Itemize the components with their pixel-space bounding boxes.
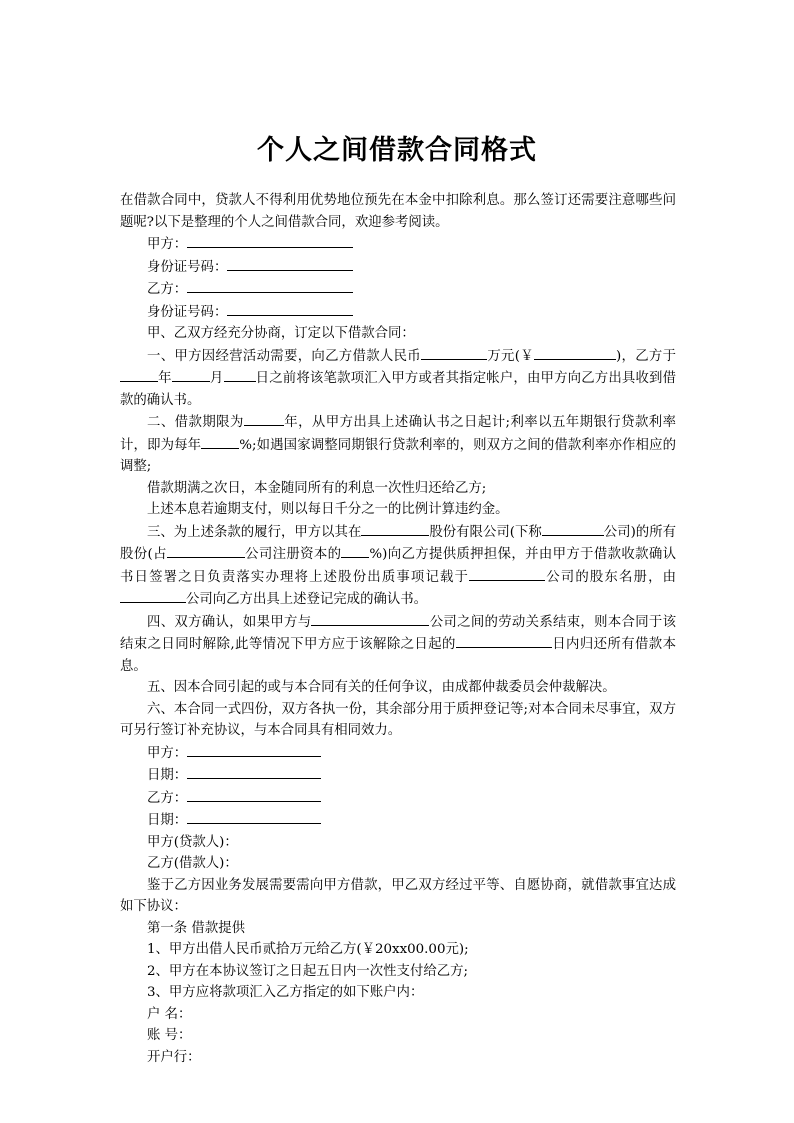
company-blank-3: [469, 566, 545, 581]
id-number-2-line: [120, 301, 676, 324]
borrower-label: 乙方(借款人)：: [147, 856, 238, 871]
article-1-heading: 第一条 借款提供: [147, 920, 245, 936]
clause-1-text-c: )，乙方于: [615, 348, 676, 364]
clause-4-text-a: 四、双方确认，如果甲方与: [147, 614, 312, 630]
sign-party-b-line: [120, 787, 676, 810]
agreement-statement: 甲、乙双方经充分协商，订定以下借款合同：: [147, 326, 415, 341]
party-a-blank: [187, 233, 353, 248]
id-number-1-label: 身份证号码：: [147, 259, 228, 275]
lender-label: 甲方(贷款人)：: [147, 834, 238, 850]
clause-1-text-b: 万元(￥: [487, 348, 534, 364]
clause-1-text-d: 年: [158, 371, 172, 386]
clause-3-text-d: 公司注册资本的: [244, 547, 342, 562]
repayment-note: 借款期满之次日，本金随同所有的利息一次性归还给乙方;: [147, 480, 487, 496]
clause-3: [120, 521, 676, 611]
clause-3-text-c: 公司)的所有股份(占: [120, 524, 676, 562]
id-number-1-line: [120, 256, 676, 279]
sign-party-a-label: 甲方：: [147, 745, 188, 761]
sign-party-a-blank: [187, 742, 321, 757]
clause-4: [120, 611, 676, 678]
days-blank: [456, 633, 552, 648]
month-blank: [172, 367, 210, 382]
sign-date-1-label: 日期：: [147, 768, 188, 783]
sign-party-a-line: [120, 742, 676, 765]
clause-3-text-b: 股份有限公司(下称: [429, 524, 542, 540]
sign-party-b-blank: [187, 787, 321, 802]
sign-date-2-line: [120, 809, 676, 832]
preamble-paragraph: 鉴于乙方因业务发展需要需向甲方借款，甲乙双方经过平等、自愿协商，就借款事宜达成如下协议：: [120, 877, 676, 914]
clause-6: 六、本合同一式四份，双方各执一份，其余部分用于质押登记等;对本合同未尽事宜，双方可另行签订补充协议，与本合同具有相同效力。: [120, 701, 676, 738]
id-number-1-blank: [227, 256, 353, 271]
party-b-line: [120, 278, 676, 301]
company-blank-2: [167, 543, 245, 558]
id-number-2-label: 身份证号码：: [147, 304, 228, 320]
company-blank-4: [120, 588, 186, 603]
document-body: [120, 190, 676, 1068]
clause-2: [120, 411, 676, 478]
company-blank-1: [361, 521, 429, 536]
id-number-2-blank: [227, 301, 353, 316]
term-blank: [244, 411, 284, 426]
company-short-blank: [542, 521, 604, 536]
clause-1-text-e: 月: [209, 371, 224, 386]
sign-date-1-blank: [187, 764, 321, 779]
clause-3-text-e: %)向乙方提供质押担保，并由甲方于借款收款确认书日签署之日负责落实办理将上述股份出质事项记载于: [120, 547, 677, 585]
clause-5: 五、因本合同引起的或与本合同有关的任何争议，由成都仲裁委员会仲裁解决。: [147, 680, 616, 695]
clause-1: [120, 345, 676, 412]
share-percent-blank: [341, 543, 369, 558]
clause-3-text-a: 三、为上述条款的履行，甲方以其在: [147, 524, 362, 540]
sign-party-b-label: 乙方：: [147, 790, 188, 806]
clause-1-text-f: 日之前将该笔款项汇入甲方或者其指定帐户，由甲方向乙方出具收到借款的确认书。: [120, 371, 677, 408]
penalty-note: 上述本息若逾期支付，则以每日千分之一的比例计算违约金。: [147, 502, 509, 517]
clause-1-text-a: 一、甲方因经营活动需要，向乙方借款人民币: [147, 348, 422, 364]
sign-date-1-line: [120, 764, 676, 787]
sign-date-2-label: 日期：: [147, 813, 188, 828]
party-b-blank: [187, 278, 353, 293]
clause-3-text-f: 公司的股东名册，由: [545, 569, 677, 585]
article-1-item-1: 1、甲方出借人民币贰拾万元给乙方(￥20xx00.00元);: [147, 942, 469, 957]
clause-2-text-c: %;如遇国家调整同期银行贷款利率的，则双方之间的借款利率亦作相应的调整;: [120, 437, 677, 474]
clause-3-text-g: 公司向乙方出具上述登记完成的确认书。: [186, 592, 428, 607]
year-blank: [120, 367, 158, 382]
article-1-item-2: 2、甲方在本协议签订之日起五日内一次性支付给乙方;: [147, 963, 469, 979]
article-1-item-3: 3、甲方应将款项汇入乙方指定的如下账户内：: [147, 985, 424, 1000]
bank-label: 开户行：: [147, 1049, 201, 1065]
clause-2-text-b: 年，从甲方出具上述确认书之日起计;利率以五年期银行贷款利率计，即为每年: [120, 415, 676, 453]
party-a-label: 甲方：: [147, 237, 188, 252]
clause-2-text-a: 二、借款期限为: [147, 415, 244, 430]
clause-4-text-b: 公司之间的劳动关系结束，则本合同于该结束之日同时解除,此等情况下甲方应于该解除之日起的: [120, 614, 677, 652]
company-blank-5: [311, 611, 429, 626]
document-title: 个人之间借款合同格式: [257, 135, 537, 166]
rate-blank: [201, 434, 239, 449]
loan-amount-blank: [421, 345, 487, 360]
sign-date-2-blank: [187, 809, 321, 824]
party-b-label: 乙方：: [147, 282, 188, 297]
clause-4-text-c: 日内归还所有借款本息。: [120, 637, 676, 674]
loan-amount-figure-blank: [534, 345, 616, 360]
account-name-label: 户 名：: [147, 1006, 192, 1022]
day-blank: [224, 367, 256, 382]
intro-paragraph: 在借款合同中，贷款人不得利用优势地位预先在本金中扣除利息。那么签订还需要注意哪些问题呢?以下是整理的个人之间借款合同，欢迎参考阅读。: [120, 193, 676, 230]
party-a-line: [120, 233, 676, 256]
account-number-label: 账 号：: [147, 1028, 192, 1043]
